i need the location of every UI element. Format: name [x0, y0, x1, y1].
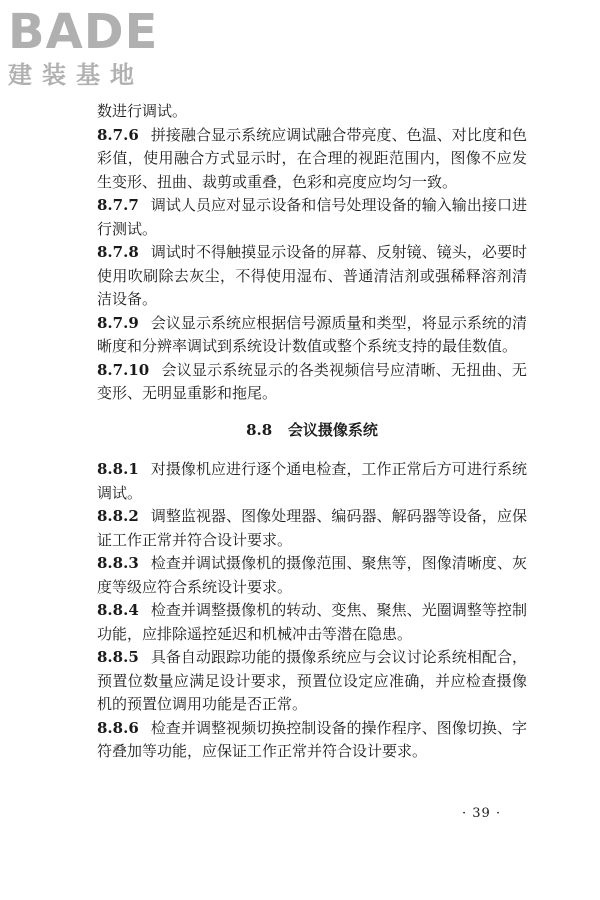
clause-number: 8.7.7 — [97, 196, 139, 214]
clause-number: 8.8.4 — [97, 601, 139, 619]
clause-text: 检查并调试摄像机的摄像范围、聚焦等，图像清晰度、灰度等级应符合系统设计要求。 — [97, 554, 527, 596]
section-number: 8.8 — [246, 420, 273, 439]
document-body — [97, 100, 527, 764]
clause-text: 检查并调整摄像机的转动、变焦、聚焦、光圈调整等控制功能，应排除遥控延迟和机械冲击等潜在隐患。 — [97, 601, 527, 643]
clause-number: 8.8.5 — [97, 648, 139, 666]
clause-text: 具备自动跟踪功能的摄像系统应与会议讨论系统相配合，预置位数量应满足设计要求，预置位设定应准确，并应检查摄像机的预置位调用功能是否正常。 — [97, 648, 527, 713]
clause-8-7-10 — [97, 359, 527, 406]
clause-text: 调试人员应对显示设备和信号处理设备的输入输出接口进行测试。 — [97, 196, 527, 238]
clause-text: 调试时不得触摸显示设备的屏幕、反射镜、镜头，必要时使用吹刷除去灰尘，不得使用湿布、普通清洁剂或强稀释溶剂清洁设备。 — [97, 243, 527, 308]
clause-text: 会议显示系统应根据信号源质量和类型，将显示系统的清晰度和分辨率调试到系统设计数值或整个系统支持的最佳数值。 — [97, 313, 527, 355]
clause-8-8-1 — [97, 458, 527, 505]
logo-subtitle: 建装基地 — [8, 61, 144, 89]
clause-8-8-3 — [97, 552, 527, 599]
clause-8-7-7 — [97, 194, 527, 241]
clause-text: 对摄像机应进行逐个通电检查，工作正常后方可进行系统调试。 — [97, 460, 527, 502]
logo-mark: BADE — [8, 4, 159, 60]
section-title: 会议摄像系统 — [287, 420, 378, 439]
clause-continuation — [97, 100, 527, 124]
clause-number: 8.7.9 — [97, 313, 139, 332]
clause-8-7-9 — [97, 312, 527, 359]
clause-8-7-6 — [97, 124, 527, 195]
section-heading — [97, 419, 527, 443]
clause-number: 8.8.3 — [97, 554, 139, 572]
clause-text: 数进行调试。 — [97, 102, 188, 120]
clause-number: 8.8.6 — [97, 718, 139, 737]
clause-text: 调整监视器、图像处理器、编码器、解码器等设备，应保证工作正常并符合设计要求。 — [97, 507, 527, 549]
clause-8-7-8 — [97, 241, 527, 312]
clause-text: 拼接融合显示系统应调试融合带亮度、色温、对比度和色彩值，使用融合方式显示时，在合理的视距范围内，图像不应发生变形、扭曲、裁剪或重叠，色彩和亮度应均匀一致。 — [97, 125, 527, 191]
clause-number: 8.7.10 — [97, 360, 150, 379]
clause-8-8-4 — [97, 599, 527, 646]
watermark-logo — [8, 6, 178, 90]
page-number: · 39 · — [462, 806, 502, 821]
clause-number: 8.8.2 — [97, 507, 139, 525]
clause-8-8-2 — [97, 505, 527, 552]
clause-text: 检查并调整视频切换控制设备的操作程序、图像切换、字符叠加等功能，应保证工作正常并符合设计要求。 — [97, 718, 527, 760]
clause-number: 8.8.1 — [97, 460, 139, 478]
clause-number: 8.7.6 — [97, 125, 139, 144]
clause-number: 8.7.8 — [97, 243, 139, 261]
clause-8-8-5 — [97, 646, 527, 717]
clause-text: 会议显示系统显示的各类视频信号应清晰、无扭曲、无变形、无明显重影和拖尾。 — [97, 360, 527, 402]
clause-8-8-6 — [97, 717, 527, 764]
